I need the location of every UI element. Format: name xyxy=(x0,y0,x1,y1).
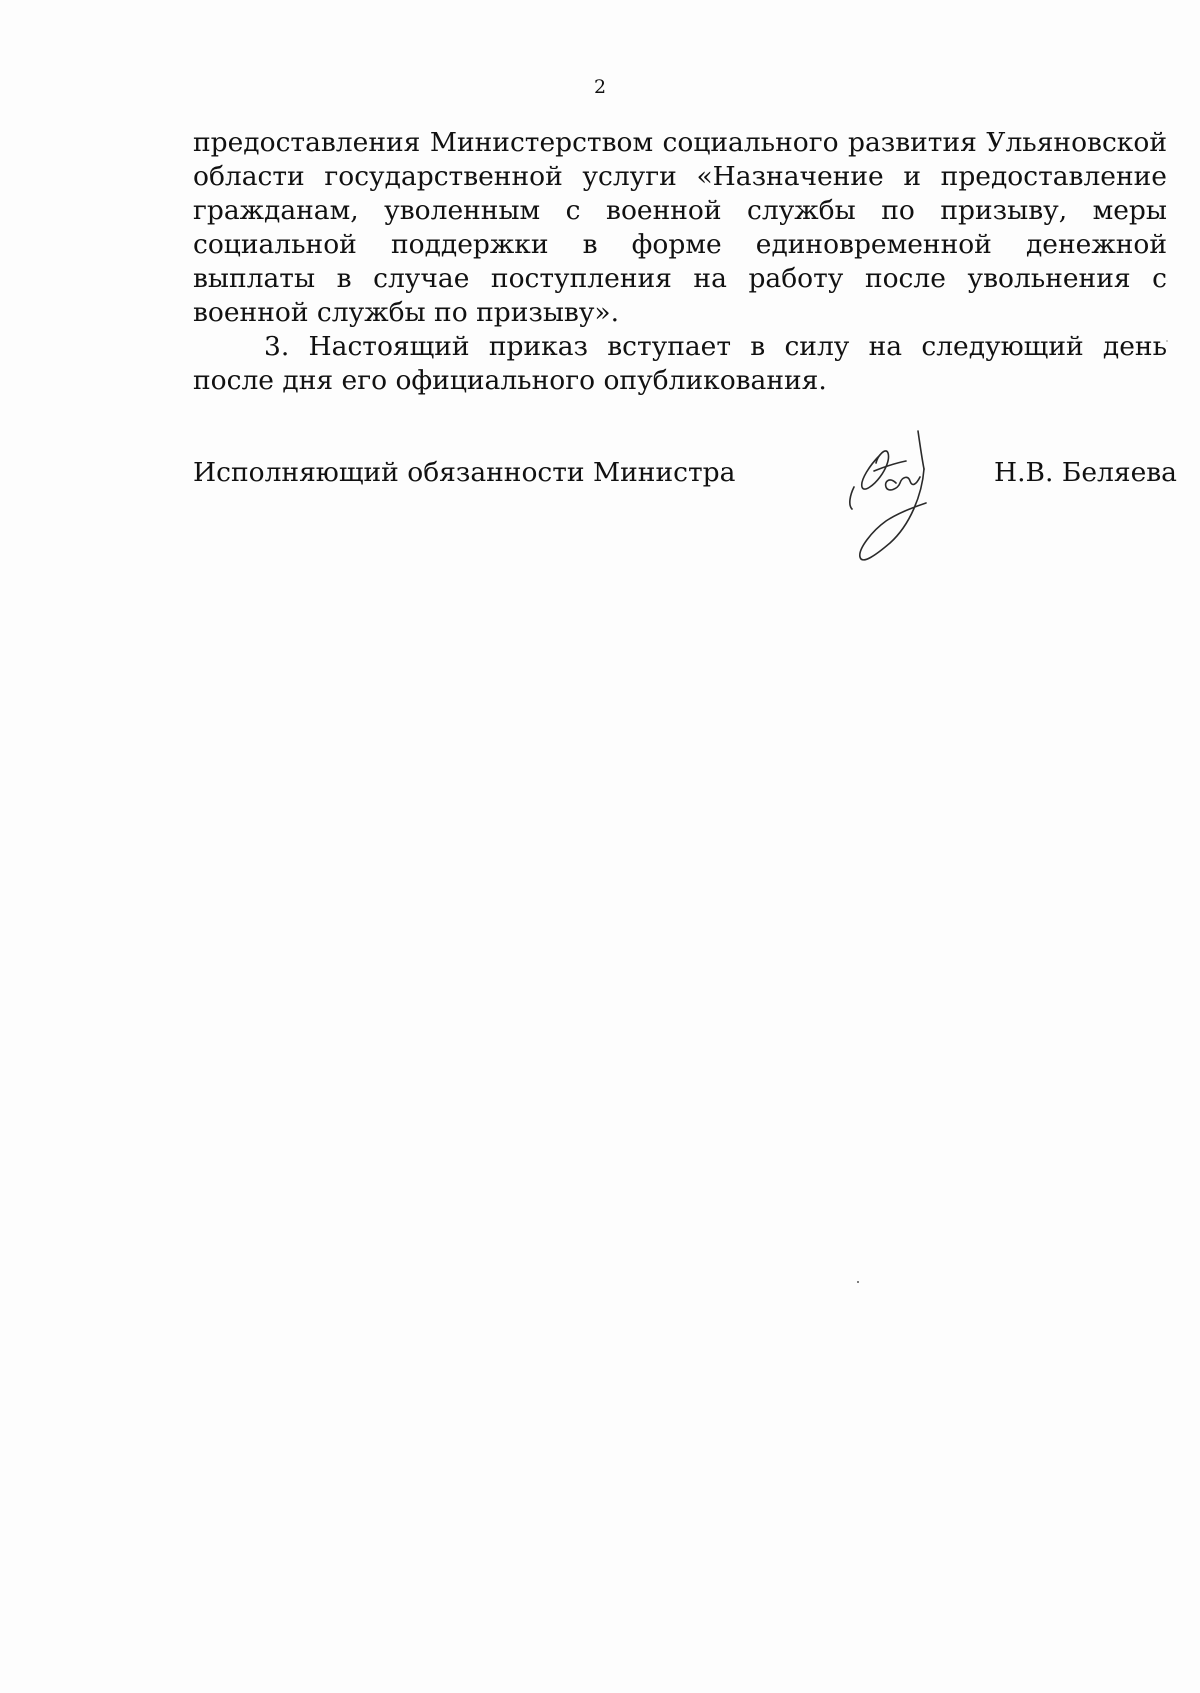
paragraph-item-3: 3. Настоящий приказ вступает в силу на следующий день после дня его официального опубликования. xyxy=(193,331,1167,396)
scan-speck xyxy=(1166,340,1168,342)
signatory-title: Исполняющий обязанности Министра xyxy=(193,457,736,488)
signature-icon xyxy=(840,425,960,575)
paragraph-continuation: предоставления Министерством социального развития Ульяновской области государственной услуги «Назначение и предоставление гражданам, уволенным с военной службы по призыву, меры социальной поддержки в форме единовременной денежной выплаты в случае поступления на работу после увольнения с военной службы по призыву». xyxy=(193,127,1167,328)
scan-speck xyxy=(857,1281,859,1283)
signature-row xyxy=(0,456,1200,496)
signatory-name: Н.В. Беляева xyxy=(994,457,1177,488)
document-body xyxy=(193,126,1167,398)
page-number: 2 xyxy=(593,76,607,98)
